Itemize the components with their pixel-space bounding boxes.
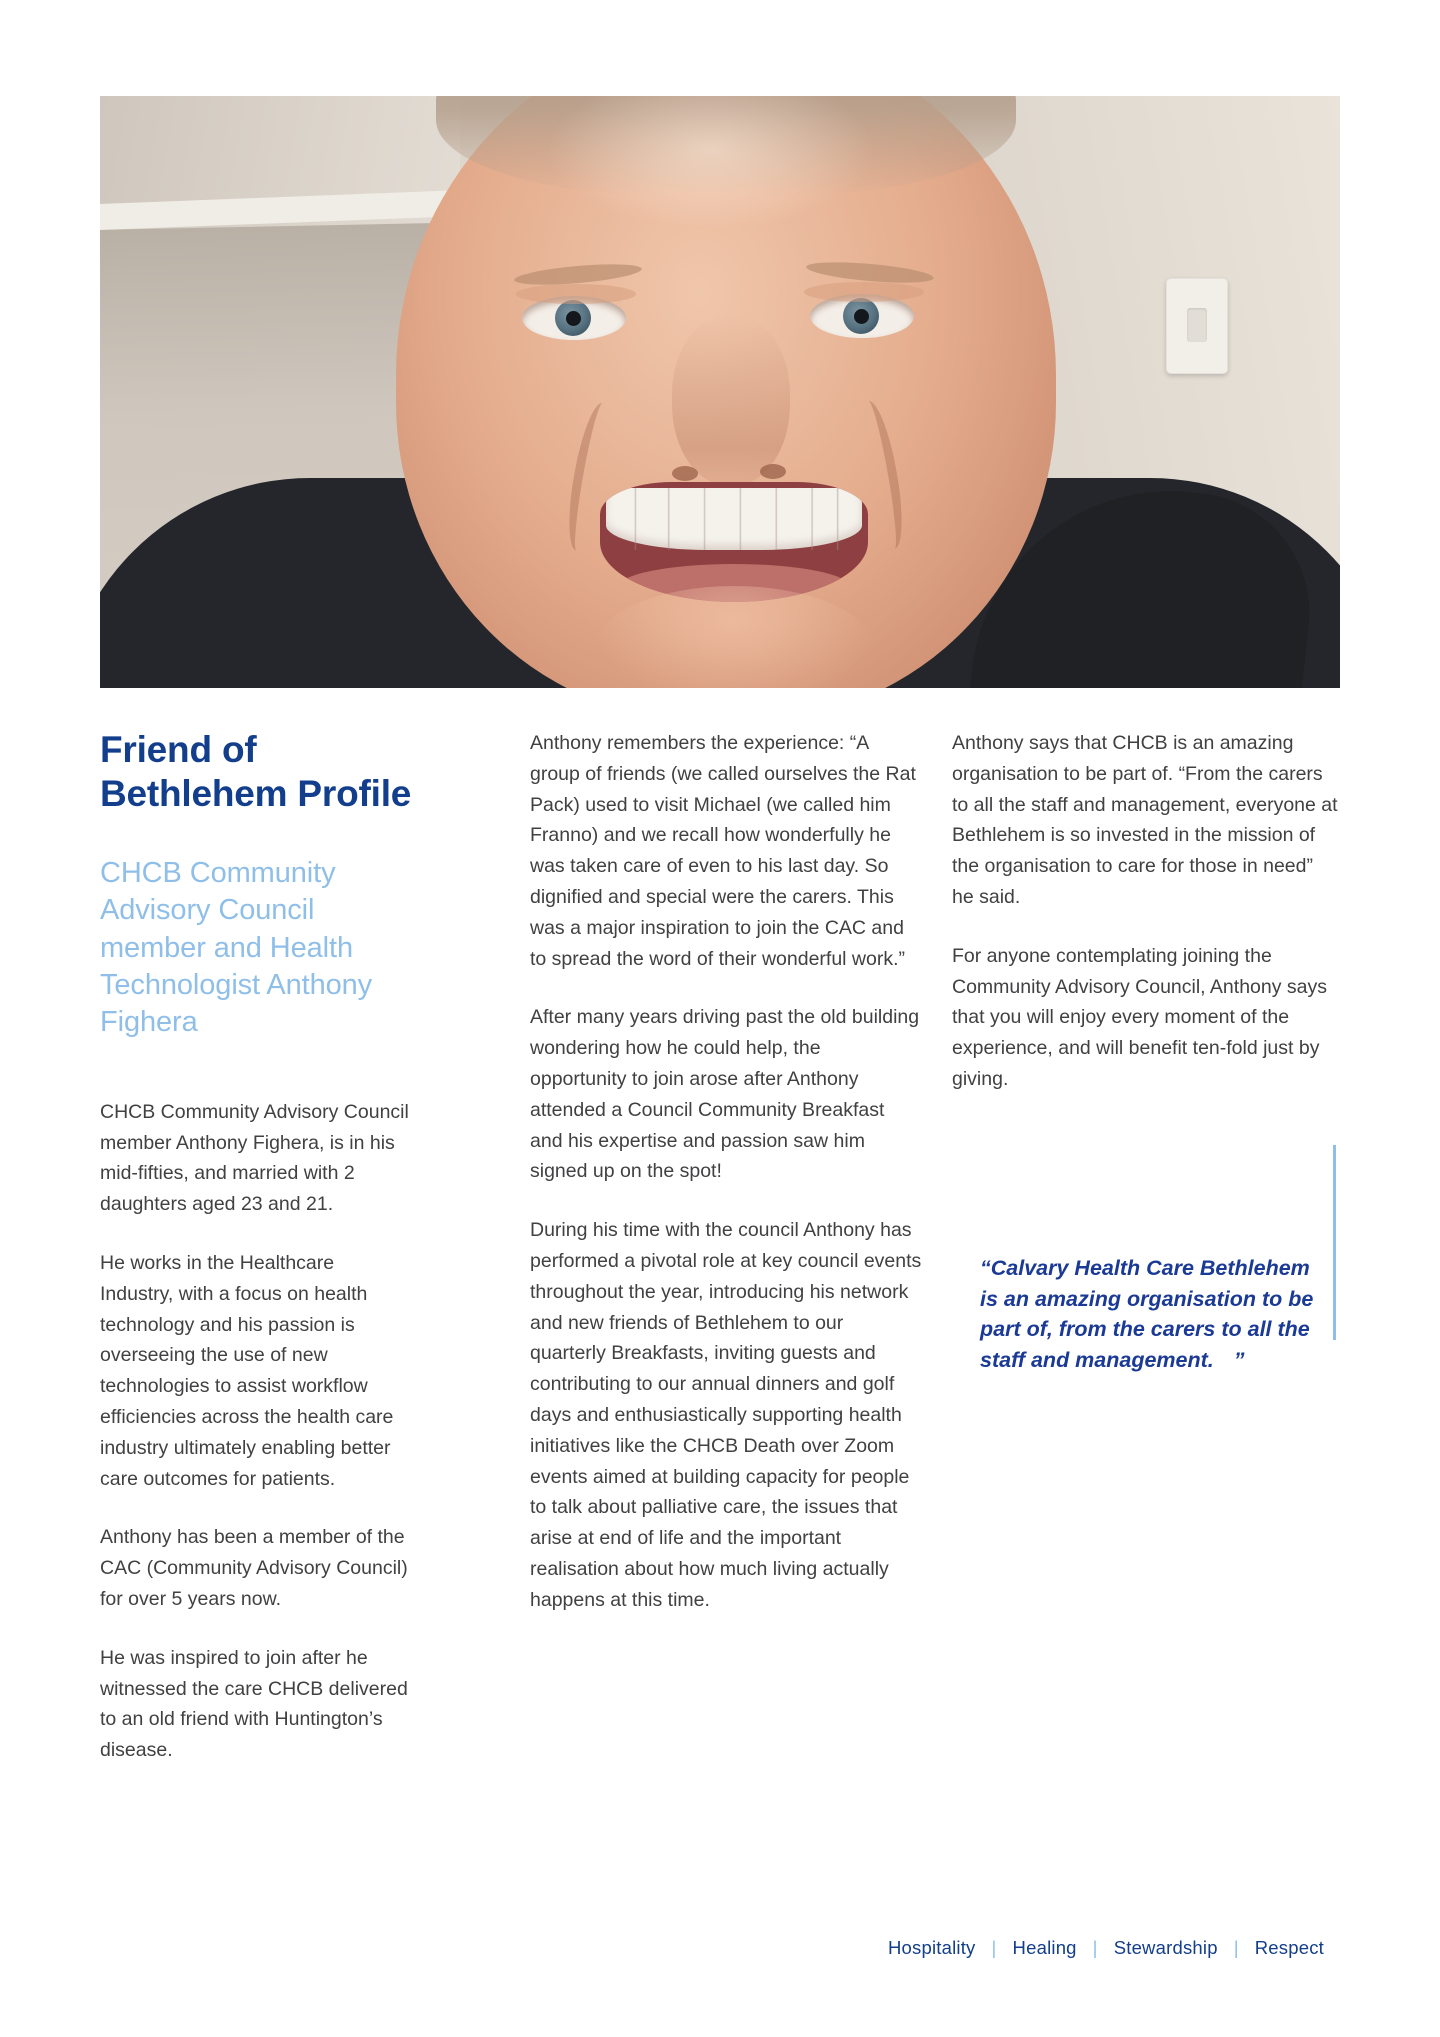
nostril-left (672, 466, 698, 481)
pullquote-closing-quote-mark: ” (1233, 1347, 1245, 1372)
forehead-highlight (546, 96, 876, 230)
footer-value-stewardship: Stewardship (1113, 1937, 1218, 1958)
footer-value-respect: Respect (1254, 1937, 1324, 1958)
nose (672, 316, 790, 486)
nostril-right (760, 464, 786, 479)
paragraph: CHCB Community Advisory Council member Anthony Fighera, is in his mid-fifties, and married with 2 daughters aged 23 and 21. (100, 1100, 409, 1216)
photo-scene (100, 96, 1340, 688)
iris-right (843, 298, 879, 334)
paragraph: For anyone contemplating joining the Community Advisory Council, Anthony says that you will enjoy every moment of the experience, and will benefit ten-fold just by giving. (952, 944, 1327, 1090)
paragraph: Anthony remembers the experience: “A group of friends (we called ourselves the Rat Pack) used to visit Michael (we called him Franno) and we recall how wonderfully he was taken care of even to his last day. So dignified and special were the carers. This was a major inspiration to join the CAC and to spread the word of their wonderful work.” (530, 732, 916, 970)
paragraph: Anthony has been a member of the CAC (Community Advisory Council) for over 5 years now. (100, 1526, 408, 1611)
column-two (530, 728, 922, 1644)
footer-separator: | (1092, 1937, 1098, 1958)
pullquote-text (980, 1253, 1320, 1375)
footer-value-healing: Healing (1012, 1937, 1077, 1958)
footer-separator: | (991, 1937, 997, 1958)
subject-head (396, 96, 1056, 688)
light-switch-icon (1166, 278, 1228, 374)
pullquote-vertical-rule (1333, 1145, 1336, 1340)
paragraph: He works in the Healthcare Industry, with a focus on health technology and his passion is overseeing the use of new technologies to assist workflow efficiencies across the health care industry ultimately enabling better care outcomes for patients. (100, 1252, 394, 1490)
pullquote-body: “Calvary Health Care Bethlehem is an amazing organisation to be part of, from the carers to all the staff and management. (980, 1256, 1314, 1372)
iris-left (555, 300, 591, 336)
footer-separator: | (1233, 1937, 1239, 1958)
hero-portrait-image (100, 96, 1340, 688)
paragraph: After many years driving past the old building wondering how he could help, the opportunity to join arose after Anthony attended a Council Community Breakfast and his expertise and passion saw him signed up on the spot! (530, 1006, 920, 1183)
footer-values (872, 1937, 1340, 1959)
mouth (600, 482, 868, 602)
footer-value-hospitality: Hospitality (887, 1937, 976, 1958)
paragraph: During his time with the council Anthony has performed a pivotal role at key council events throughout the year, introducing his network and new friends of Bethlehem to our quarterly Breakfasts, inviting guests and contributing to our annual dinners and golf days and enthusiastically supporting health initiatives like the CHCB Death over Zoom events aimed at building capacity for people to talk about palliative care, the issues that arise at end of life and the important realisation about how much living actually happens at this time. (530, 1219, 922, 1611)
chin-highlight (596, 586, 872, 688)
page-title: Friend of Bethlehem Profile (100, 729, 412, 814)
eyelid-right (804, 282, 924, 302)
teeth (606, 488, 862, 550)
eyelid-left (516, 284, 636, 304)
column-one (100, 728, 412, 1794)
pupil-left (566, 311, 581, 326)
pupil-right (854, 309, 869, 324)
paragraph: Anthony says that CHCB is an amazing organisation to be part of. “From the carers to all the staff and management, everyone at Bethlehem is so invested in the mission of the organisation to care for those in need” he said. (952, 732, 1338, 908)
paragraph: He was inspired to join after he witnessed the care CHCB delivered to an old friend with Huntington’s disease. (100, 1646, 408, 1762)
column-three (952, 728, 1340, 1123)
page-subtitle: CHCB Community Advisory Council member and Health Technologist Anthony Fighera (100, 857, 373, 1038)
